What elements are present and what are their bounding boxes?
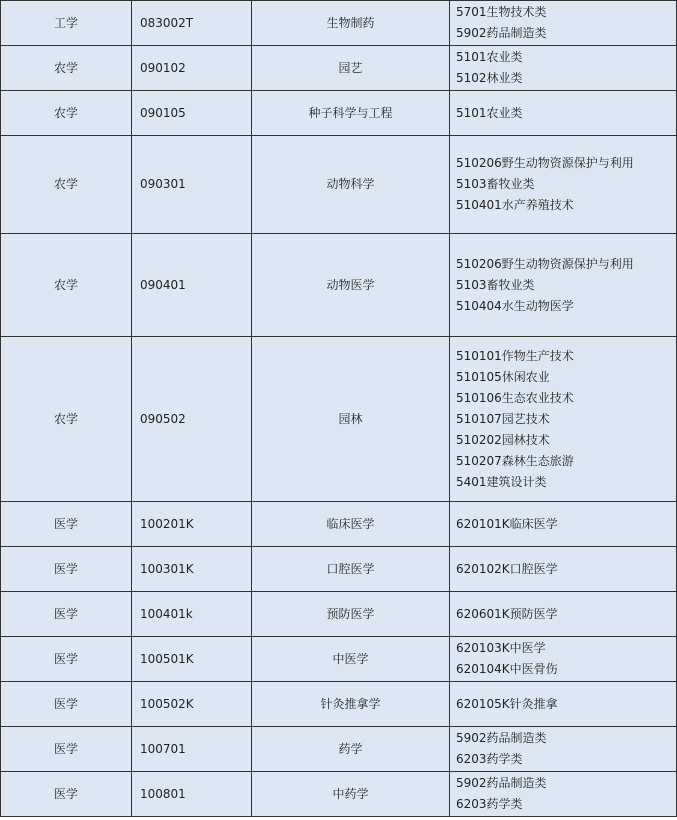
major-code-cell: 100502K <box>132 682 252 727</box>
major-name-cell: 临床医学 <box>252 502 450 547</box>
major-name-cell: 种子科学与工程 <box>252 91 450 136</box>
major-name-cell: 园艺 <box>252 46 450 91</box>
table-row <box>1 91 677 136</box>
table-row <box>1 502 677 547</box>
vocational-majors-cell <box>450 234 677 337</box>
major-code-cell: 100201K <box>132 502 252 547</box>
vocational-major-item: 5701生物技术类 <box>456 5 547 19</box>
category-cell: 医学 <box>1 592 132 637</box>
major-code-cell: 090502 <box>132 337 252 502</box>
table-row <box>1 1 677 46</box>
table-row <box>1 337 677 502</box>
vocational-major-item: 5401建筑设计类 <box>456 474 547 489</box>
major-code-cell: 090105 <box>132 91 252 136</box>
vocational-major-item: 510207森林生态旅游 <box>456 453 574 468</box>
vocational-major-item: 510206野生动物资源保护与利用 <box>456 156 634 170</box>
vocational-majors-cell <box>450 592 677 637</box>
vocational-major-item: 5101农业类 <box>456 105 523 120</box>
table-row <box>1 682 677 727</box>
vocational-major-item: 5103畜牧业类 <box>456 277 535 292</box>
major-code-cell: 100301K <box>132 547 252 592</box>
table-row <box>1 46 677 91</box>
vocational-major-item: 620103K中医学 <box>456 641 546 655</box>
major-code-cell: 083002T <box>132 1 252 46</box>
vocational-major-item: 5101农业类 <box>456 50 523 64</box>
vocational-major-item: 6203药学类 <box>456 752 523 766</box>
vocational-major-item: 6203药学类 <box>456 797 523 811</box>
vocational-majors-cell <box>450 136 677 234</box>
vocational-majors-cell <box>450 637 677 682</box>
category-cell: 医学 <box>1 502 132 547</box>
table-body <box>1 1 677 817</box>
vocational-major-item: 620102K口腔医学 <box>456 561 558 576</box>
major-code-cell: 100401k <box>132 592 252 637</box>
vocational-majors-cell <box>450 682 677 727</box>
major-name-cell: 动物医学 <box>252 234 450 337</box>
vocational-major-item: 510206野生动物资源保护与利用 <box>456 256 634 271</box>
table-row <box>1 234 677 337</box>
major-name-cell: 园林 <box>252 337 450 502</box>
vocational-major-item: 510105休闲农业 <box>456 369 550 384</box>
vocational-major-item: 510404水生动物医学 <box>456 298 574 313</box>
vocational-major-item: 510106生态农业技术 <box>456 390 574 405</box>
major-name-cell: 动物科学 <box>252 136 450 234</box>
vocational-majors-cell <box>450 1 677 46</box>
vocational-major-item: 5902药品制造类 <box>456 731 547 745</box>
table-row <box>1 136 677 234</box>
vocational-majors-cell <box>450 772 677 817</box>
category-cell: 农学 <box>1 234 132 337</box>
major-code-cell: 100801 <box>132 772 252 817</box>
vocational-majors-cell <box>450 502 677 547</box>
category-cell: 医学 <box>1 637 132 682</box>
vocational-major-item: 620104K中医骨伤 <box>456 662 558 676</box>
vocational-major-item: 5902药品制造类 <box>456 776 547 790</box>
major-name-cell: 预防医学 <box>252 592 450 637</box>
vocational-major-item: 5103畜牧业类 <box>456 177 535 191</box>
table-row <box>1 637 677 682</box>
vocational-major-item: 510107园艺技术 <box>456 411 550 426</box>
vocational-major-item: 510401水产养殖技术 <box>456 198 574 212</box>
major-code-cell: 090102 <box>132 46 252 91</box>
vocational-major-item: 5902药品制造类 <box>456 26 547 40</box>
vocational-major-item: 620601K预防医学 <box>456 606 558 621</box>
category-cell: 医学 <box>1 727 132 772</box>
major-name-cell: 口腔医学 <box>252 547 450 592</box>
table-row <box>1 547 677 592</box>
vocational-major-item: 510202园林技术 <box>456 432 550 447</box>
category-cell: 农学 <box>1 136 132 234</box>
table-row <box>1 772 677 817</box>
category-cell: 医学 <box>1 682 132 727</box>
vocational-majors-cell <box>450 727 677 772</box>
vocational-major-item: 620101K临床医学 <box>456 516 558 531</box>
category-cell: 农学 <box>1 91 132 136</box>
major-name-cell: 中医学 <box>252 637 450 682</box>
major-code-cell: 090401 <box>132 234 252 337</box>
major-name-cell: 中药学 <box>252 772 450 817</box>
major-code-cell: 100501K <box>132 637 252 682</box>
vocational-major-item: 510101作物生产技术 <box>456 348 574 363</box>
major-name-cell: 药学 <box>252 727 450 772</box>
vocational-majors-cell <box>450 547 677 592</box>
major-code-cell: 090301 <box>132 136 252 234</box>
vocational-majors-cell <box>450 91 677 136</box>
vocational-majors-cell <box>450 337 677 502</box>
vocational-majors-cell <box>450 46 677 91</box>
major-name-cell: 针灸推拿学 <box>252 682 450 727</box>
table-row <box>1 727 677 772</box>
category-cell: 农学 <box>1 337 132 502</box>
vocational-major-item: 620105K针灸推拿 <box>456 696 558 711</box>
category-cell: 工学 <box>1 1 132 46</box>
category-cell: 农学 <box>1 46 132 91</box>
table-row <box>1 592 677 637</box>
vocational-major-item: 5102林业类 <box>456 71 523 85</box>
major-code-cell: 100701 <box>132 727 252 772</box>
category-cell: 医学 <box>1 772 132 817</box>
major-name-cell: 生物制药 <box>252 1 450 46</box>
category-cell: 医学 <box>1 547 132 592</box>
